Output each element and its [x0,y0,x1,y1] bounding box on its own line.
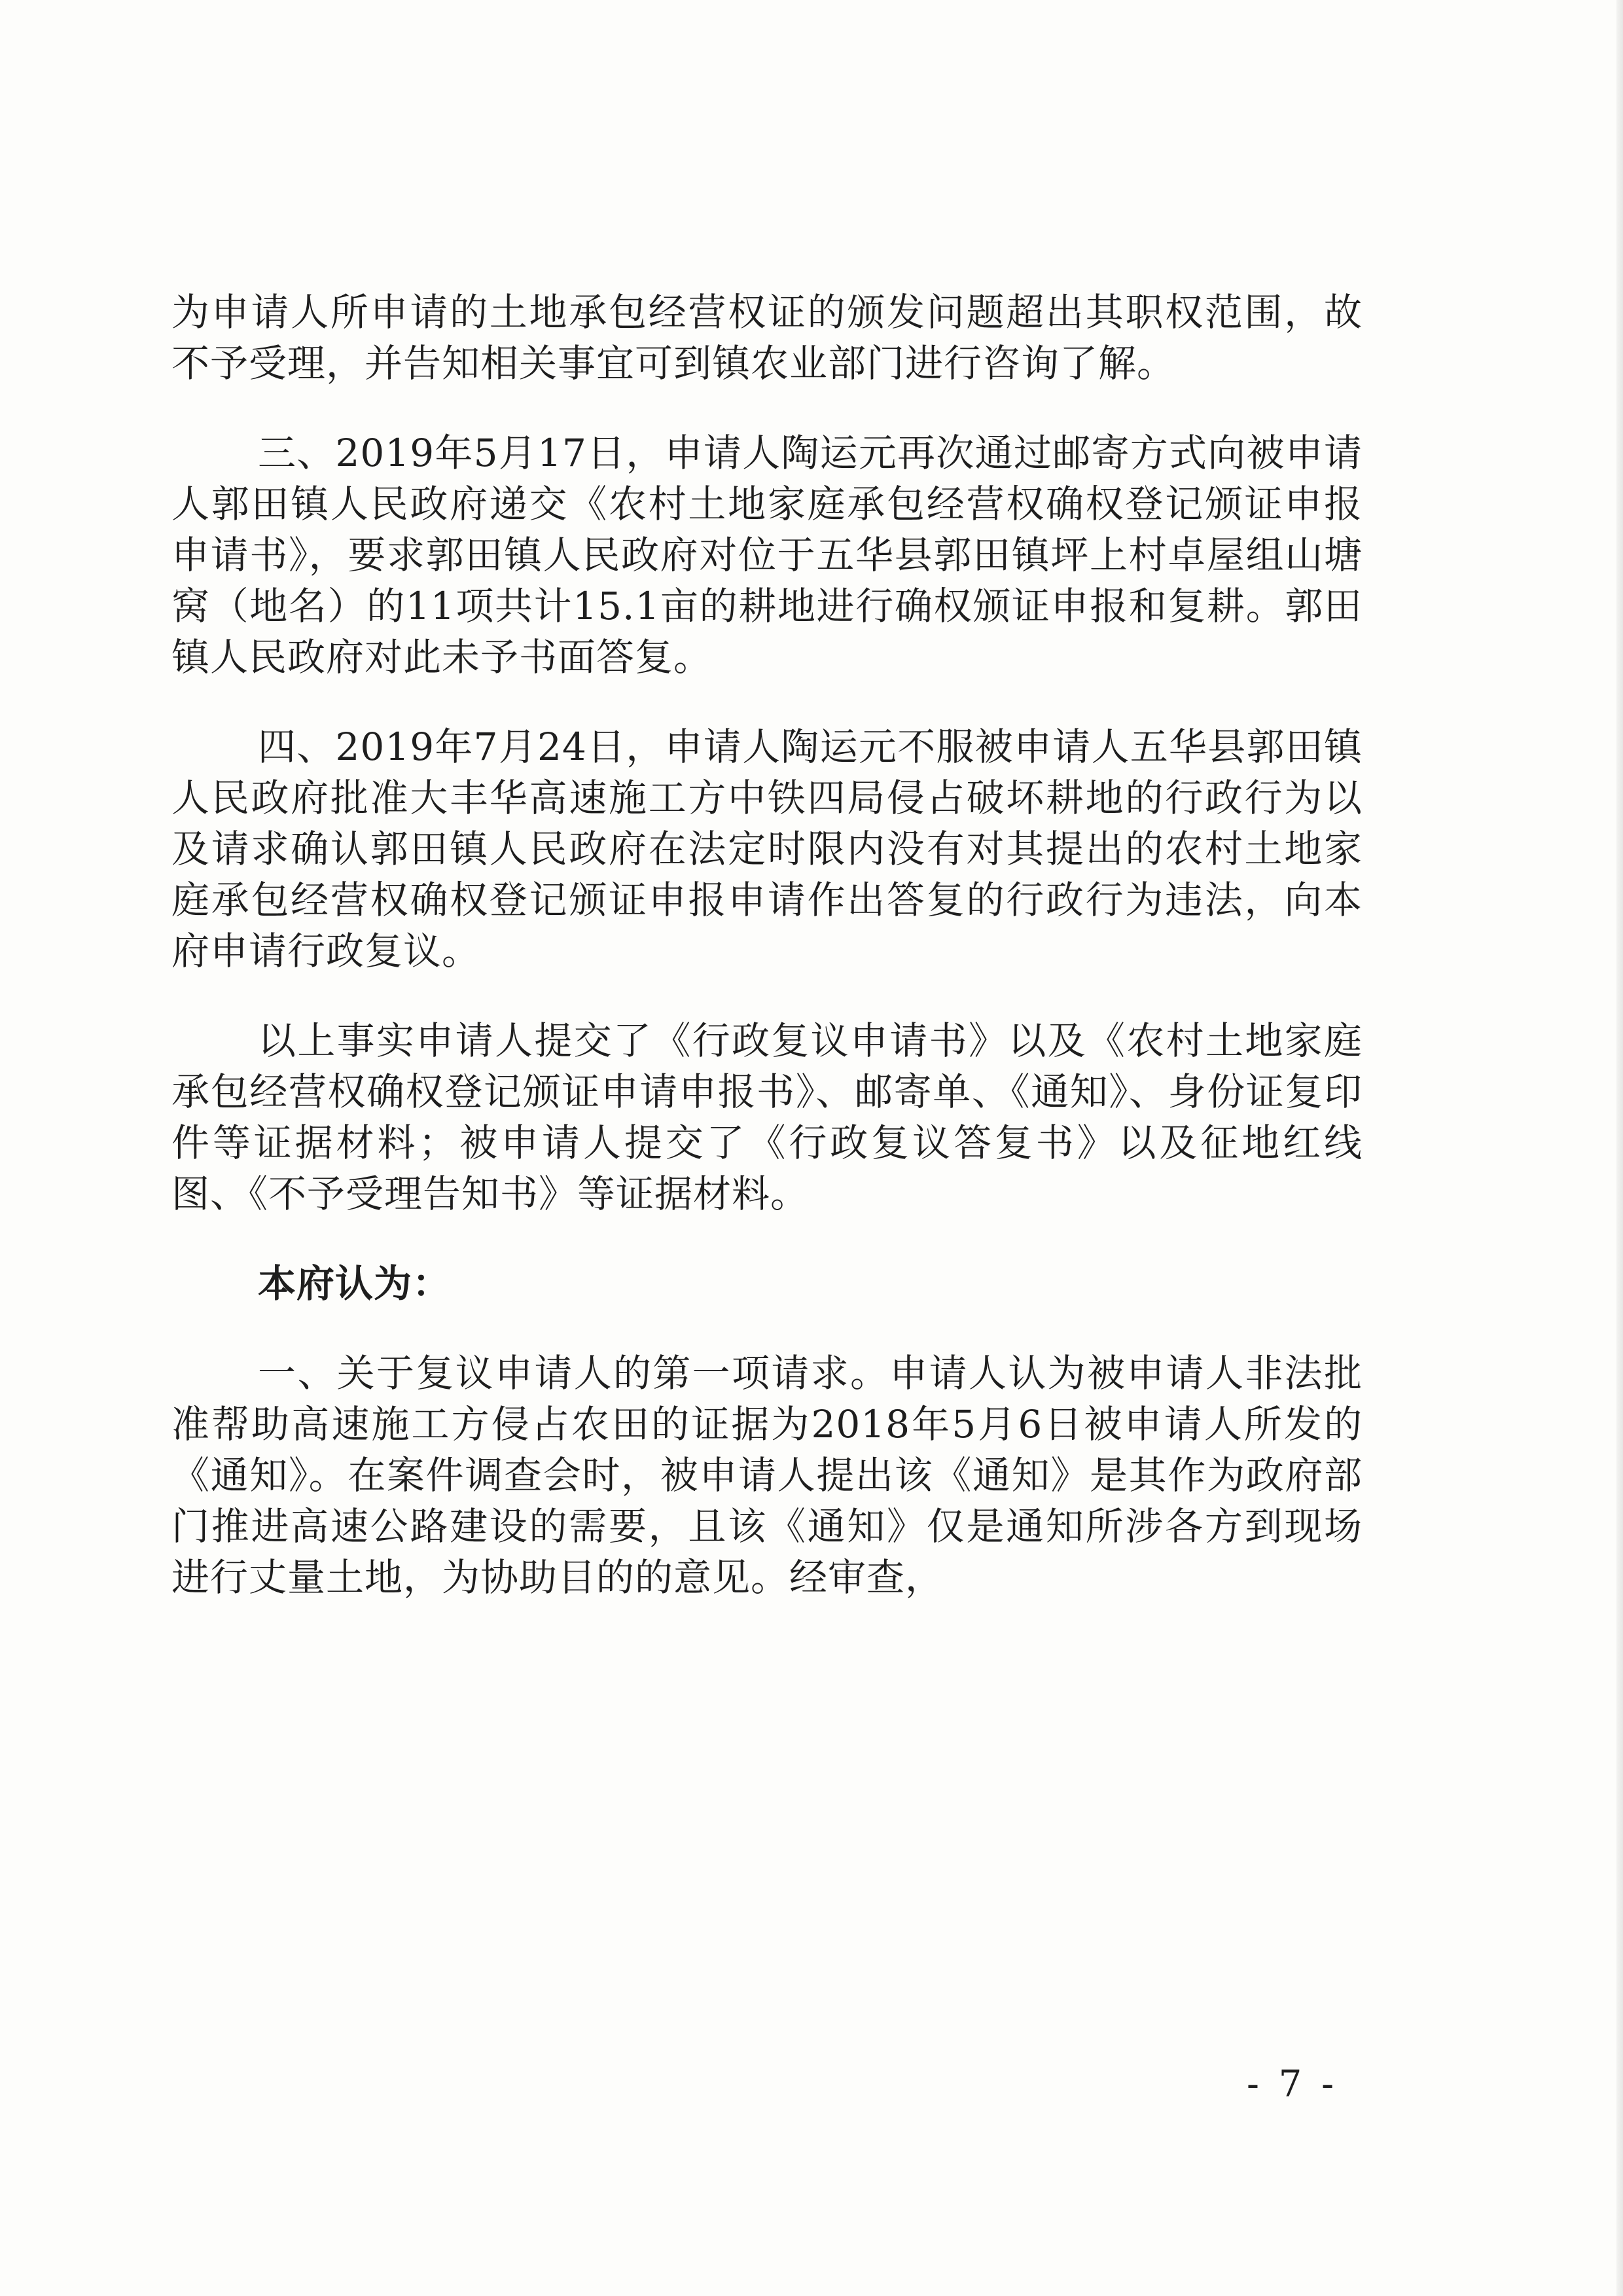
paragraph-evidence: 以上事实申请人提交了《行政复议申请书》以及《农村土地家庭承包经营权确权登记颁证申请申报书》、邮寄单、《通知》、身份证复印件等证据材料；被申请人提交了《行政复议答复书》以及征地红线图、《不予受理告知书》等证据材料。 [171,1018,1363,1216]
page-number: - 7 - [1247,2063,1338,2106]
paragraph-fact-4: 四、2019年7月24日，申请人陶运元不服被申请人五华县郭田镇人民政府批准大丰华高速施工方中铁四局侵占破坏耕地的行政行为以及请求确认郭田镇人民政府在法定时限内没有对其提出的农村土地家庭承包经营权确权登记颁证申报申请作出答复的行政行为违法，向本府申请行政复议。 [171,725,1363,973]
paragraph-fact-3: 三、2019年5月17日，申请人陶运元再次通过邮寄方式向被申请人郭田镇人民政府递交《农村土地家庭承包经营权确权登记颁证申报申请书》，要求郭田镇人民政府对位于五华县郭田镇坪上村卓屋组山塘窝（地名）的11项共计15.1亩的耕地进行确权颁证申报和复耕。郭田镇人民政府对此未予书面答复。 [171,431,1363,679]
paragraph-continuation: 为申请人所申请的土地承包经营权证的颁发问题超出其职权范围，故不予受理，并告知相关事宜可到镇农业部门进行咨询了解。 [171,290,1363,386]
section-heading: 本府认为： [258,1261,452,1306]
scan-edge [1616,0,1623,2296]
paragraph-opinion-1: 一、关于复议申请人的第一项请求。申请人认为被申请人非法批准帮助高速施工方侵占农田的证据为2018年5月6日被申请人所发的《通知》。在案件调查会时，被申请人提出该《通知》是其作为政府部门推进高速公路建设的需要，且该《通知》仅是通知所涉各方到现场进行丈量土地，为协助目的的意见。经审查， [171,1351,1363,1600]
document-body [171,287,1363,1641]
